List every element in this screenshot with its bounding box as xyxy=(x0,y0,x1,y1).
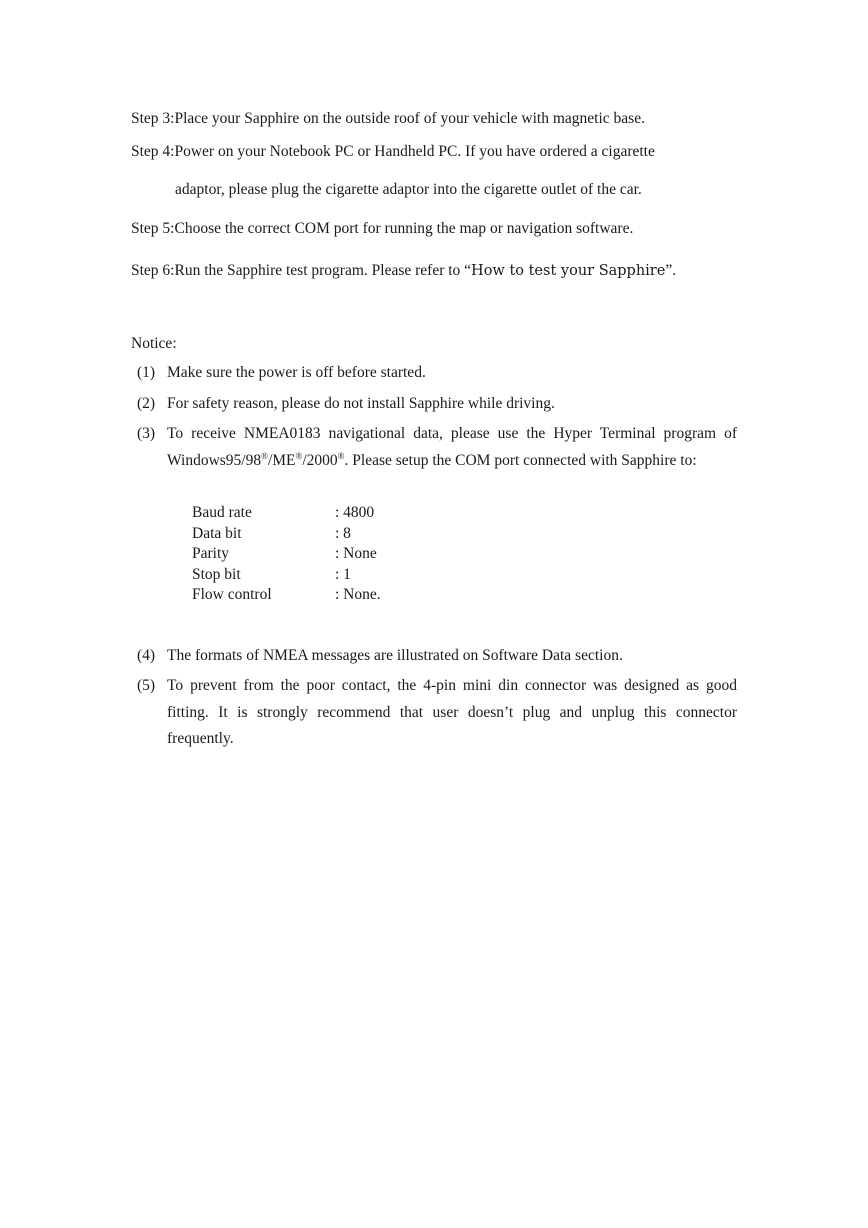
setting-value: : 1 xyxy=(335,565,351,583)
registered-mark: ® xyxy=(295,450,303,461)
setting-row xyxy=(192,544,381,565)
notice-item-number: (5) xyxy=(137,677,156,694)
notice-heading: Notice: xyxy=(131,335,177,352)
notice-text-part: . Please setup the COM port connected with Sapphire to: xyxy=(344,451,697,469)
notice-item-5 xyxy=(137,673,737,753)
notice-item-text xyxy=(167,421,737,474)
setting-value: : 8 xyxy=(335,524,351,542)
setting-value: : None. xyxy=(335,586,381,603)
step-3: Step 3:Place your Sapphire on the outside roof of your vehicle with magnetic base. xyxy=(131,110,645,127)
setting-key: Baud rate xyxy=(192,504,252,521)
notice-text-part: To receive NMEA0183 navigational data, please use the Hyper Terminal program of Windows95/98 xyxy=(167,425,737,469)
step-4: Step 4:Power on your Notebook PC or Handheld PC. If you have ordered a cigarette xyxy=(131,143,655,160)
notice-item-text: Make sure the power is off before started. xyxy=(167,364,426,381)
setting-row xyxy=(192,585,381,606)
notice-item-text: For safety reason, please do not install Sapphire while driving. xyxy=(167,395,555,412)
step-6-quoted-title: How to test your Sapphire xyxy=(471,263,666,279)
notice-item-number: (2) xyxy=(137,395,156,412)
setting-key: Parity xyxy=(192,545,230,562)
notice-item-text: The formats of NMEA messages are illustrated on Software Data section. xyxy=(167,647,623,664)
notice-item-number: (3) xyxy=(137,425,156,442)
notice-item-number: (4) xyxy=(137,647,156,664)
setting-value: : None xyxy=(335,545,377,562)
setting-row xyxy=(192,565,381,586)
notice-text-part: /ME xyxy=(267,451,296,469)
notice-item-1 xyxy=(137,360,737,387)
step-4-continuation: adaptor, please plug the cigarette adaptor into the cigarette outlet of the car. xyxy=(175,181,642,198)
setting-row xyxy=(192,524,381,545)
registered-mark: ® xyxy=(337,450,345,461)
notice-item-text: To prevent from the poor contact, the 4-pin mini din connector was designed as good fitting. It is strongly recommend that user doesn’t plug and unplug this connector frequently. xyxy=(167,677,737,747)
step-6-prefix: Step 6:Run the Sapphire test program. Please refer to “ xyxy=(131,262,472,279)
setting-key: Flow control xyxy=(192,586,272,603)
step-6 xyxy=(131,261,676,281)
step-6-suffix: ”. xyxy=(665,262,677,279)
notice-text-part: /2000 xyxy=(302,451,338,469)
setting-key: Data bit xyxy=(192,524,242,542)
notice-item-2 xyxy=(137,391,737,418)
notice-item-number: (1) xyxy=(137,364,156,381)
setting-value: : 4800 xyxy=(335,504,375,521)
step-5: Step 5:Choose the correct COM port for running the map or navigation software. xyxy=(131,220,634,237)
notice-item-3 xyxy=(137,421,737,474)
com-port-settings xyxy=(192,503,381,606)
notice-item-4 xyxy=(137,643,737,670)
setting-key: Stop bit xyxy=(192,565,241,583)
setting-row xyxy=(192,503,381,524)
registered-mark: ® xyxy=(261,450,268,461)
